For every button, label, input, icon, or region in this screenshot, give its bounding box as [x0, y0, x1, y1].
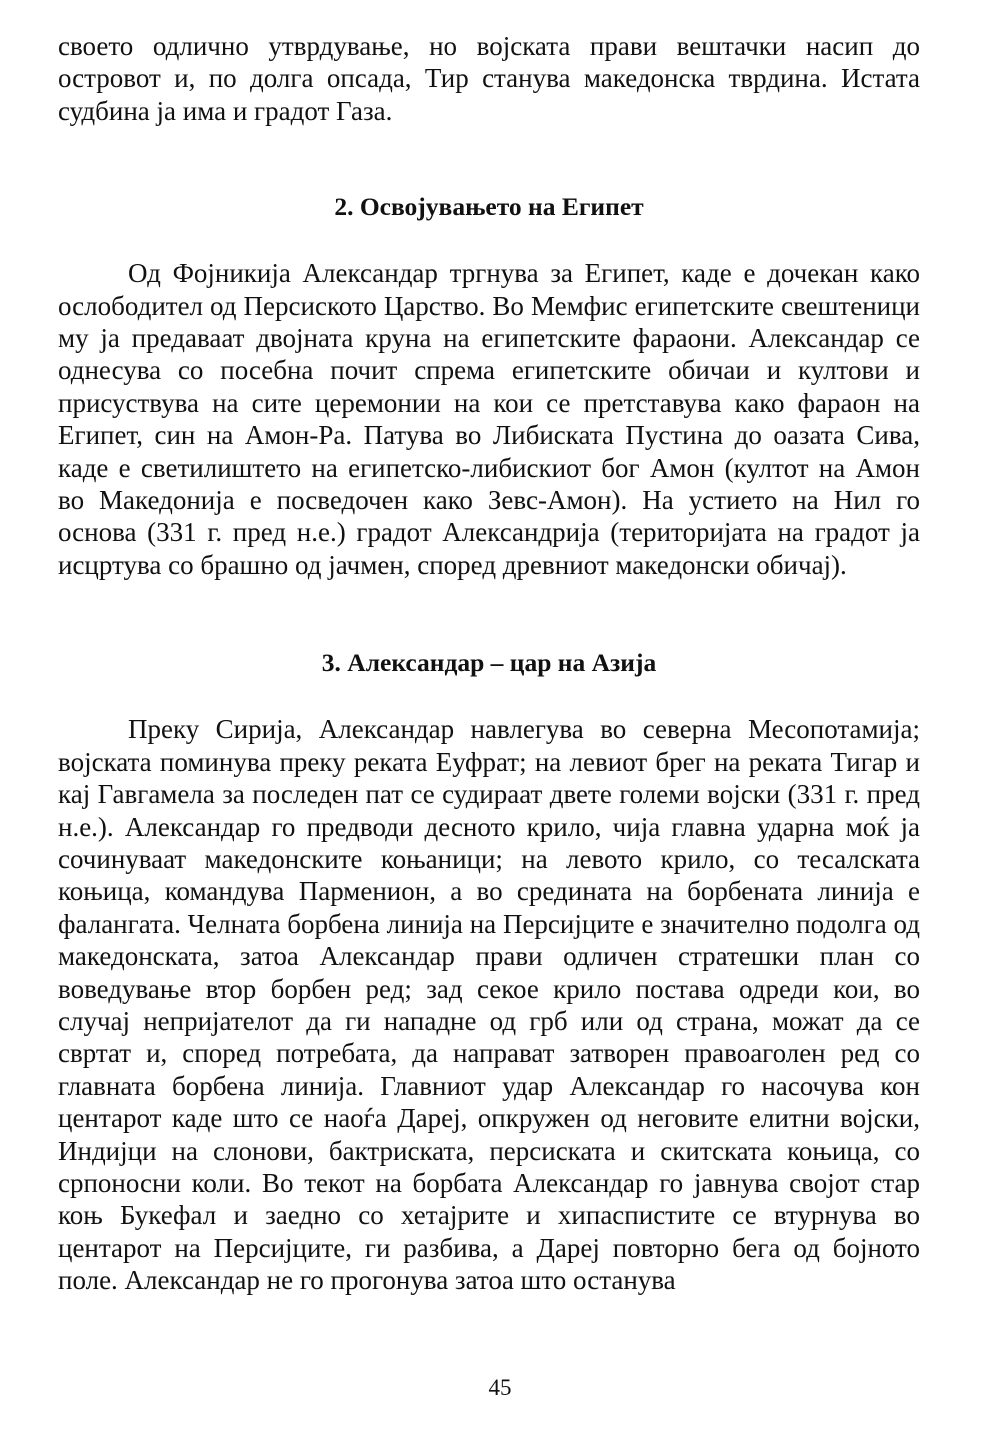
page-number: 45 [488, 1375, 512, 1400]
page-body [58, 30, 920, 1297]
paragraph-egypt: Од Фојникија Александар тргнува за Египет, каде е дочекан како ослободител од Персиското Царство. Во Мемфис египетските свештеници му ја предаваат двојната круна на египетските фараони. Александар се однесува со посебна почит спрема египетските обичаи и култови и присуствува на сите церемонии на кои се претставува како фараон на Египет, син на Амон-Ра. Патува во Либиската Пустина до оазата Сива, каде е светилиштето на египетско-либискиот бог Амон (култот на Амон во Македонија е посведочен како Зевс-Амон). На устието на Нил го основа (331 г. пред н.е.) градот Александрија (територијата на градот ја исцртува со брашно од јачмен, според древниот македонски обичај). [58, 258, 920, 580]
paragraph-asia: Преку Сирија, Александар навлегува во северна Месопотамија; војската поминува преку реката Еуфрат; на левиот брег на реката Тигар и кај Гавгамела за последен пат се судираат двете големи војски (331 г. пред н.е.). Александар го предводи десното крило, чија главна ударна моќ ја сочинуваат македонските коњаници; на левото крило, со тесалската коњица, командува Парменион, а во средината на борбената линија е фалангата. Челната борбена линија на Персијците е значително подолга од македонската, затоа Александар прави одличен стратешки план со воведување втор борбен ред; зад секое крило постава одреди кои, во случај непријателот да ги нападне од грб или од страна, можат да се свртат и, според потребата, да направат затворен правоаголен ред со главната борбена линија. Главниот удар Александар го насочува кон центарот каде што се наоѓа Дареј, опкружен од неговите елитни војски, Индијци на слонови, бактриската, персиската и скитската коњица, со српоносни коли. Во текот на борбата Александар го јавнува својот стар коњ Букефал и заедно со хетајрите и хипаспистите се втурнува во центарот на Персијците, ги разбива, а Дареј повторно бега од бојното поле. Александар не го прогонува затоа што останува [58, 714, 920, 1296]
paragraph-intro: своето одлично утврдување, но војската прави вештачки насип до островот и, по долга опсада, Тир станува македонска тврдина. Истата судбина ја има и градот Газа. [58, 31, 920, 126]
section-heading-egypt: 2. Освојувањето на Египет [334, 192, 644, 222]
section-heading-asia: 3. Александар – цар на Азија [321, 648, 657, 678]
